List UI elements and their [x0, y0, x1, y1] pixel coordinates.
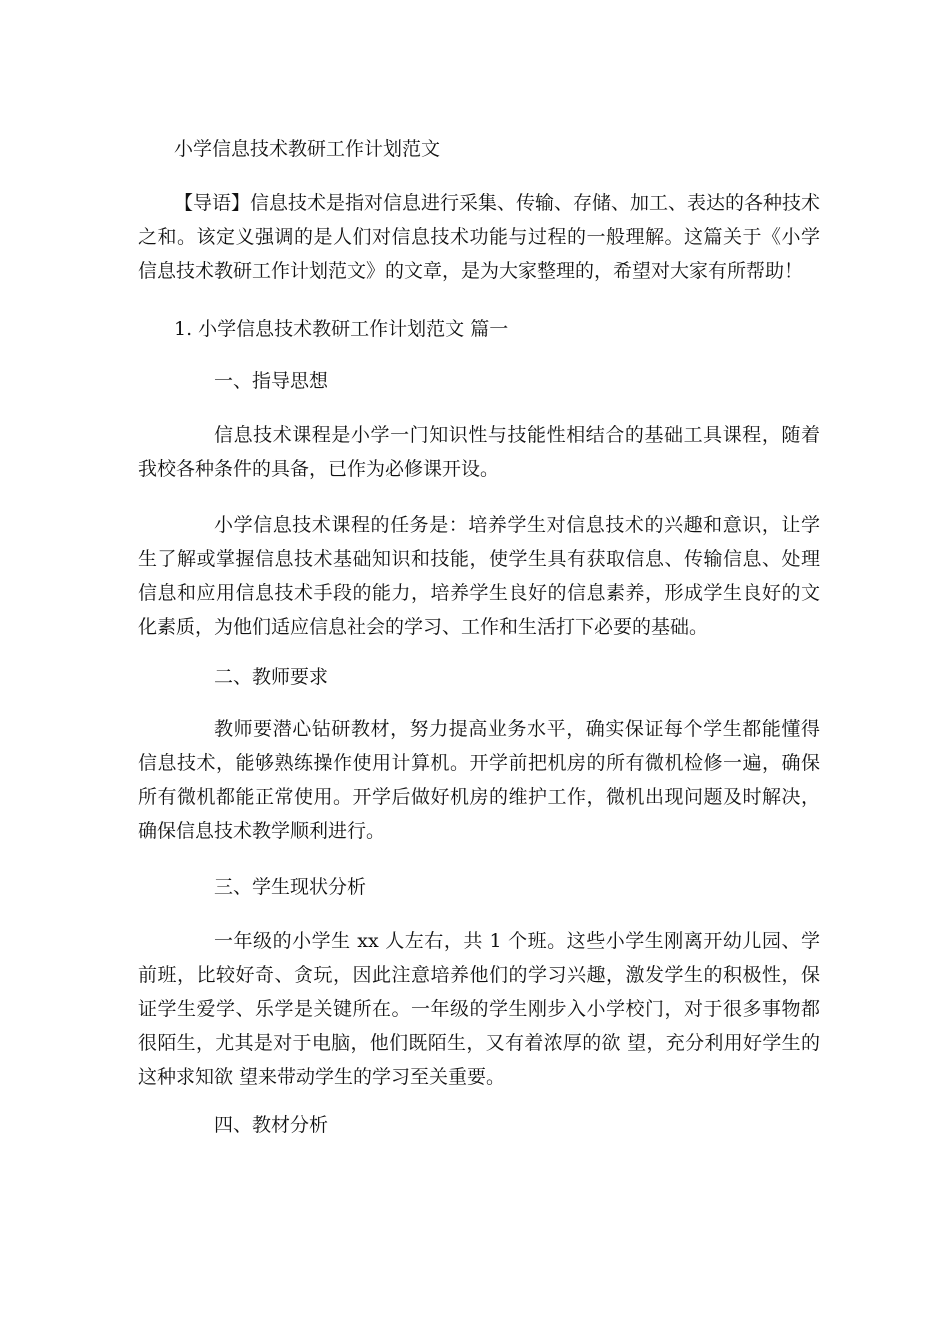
heading-guiding-thought: 一、指导思想 [214, 370, 329, 392]
paragraph-course-task: 小学信息技术课程的任务是：培养学生对信息技术的兴趣和意识，让学生了解或掌握信息技术基础知识和技能，使学生具有获取信息、传输信息、处理信息和应用信息技术手段的能力，培养学生良好的信息素养，形成学生良好的文化素质，为他们适应信息社会的学习、工作和生活打下必要的基础。 [138, 514, 820, 638]
section-title: 1. 小学信息技术教研工作计划范文 篇一 [174, 318, 509, 340]
paragraph-course-intro: 信息技术课程是小学一门知识性与技能性相结合的基础工具课程，随着我校各种条件的具备，已作为必修课开设。 [138, 424, 820, 480]
paragraph-student-analysis: 一年级的小学生 xx 人左右，共 1 个班。这些小学生刚离开幼儿园、学前班，比较好奇、贪玩，因此注意培养他们的学习兴趣，激发学生的积极性，保证学生爱学、乐学是关键所在。一年级的学生刚步入小学校门，对于很多事物都很陌生，尤其是对于电脑，他们既陌生，又有着浓厚的欲 望，充分利用好学生的这种求知欲 望来带动学生的学习至关重要。 [138, 930, 820, 1088]
heading-teacher-requirements: 二、教师要求 [214, 666, 329, 688]
paragraph-teacher-requirements: 教师要潜心钻研教材，努力提高业务水平，确实保证每个学生都能懂得信息技术，能够熟练操作使用计算机。开学前把机房的所有微机检修一遍，确保所有微机都能正常使用。开学后做好机房的维护工作，微机出现问题及时解决，确保信息技术教学顺利进行。 [138, 718, 820, 842]
document-title: 小学信息技术教研工作计划范文 [174, 138, 441, 160]
lead-paragraph: 【导语】信息技术是指对信息进行采集、传输、存储、加工、表达的各种技术之和。该定义强调的是人们对信息技术功能与过程的一般理解。这篇关于《小学信息技术教研工作计划范文》的文章，是为大家整理的，希望对大家有所帮助！ [138, 192, 821, 282]
heading-student-analysis: 三、学生现状分析 [214, 876, 367, 898]
heading-material-analysis: 四、教材分析 [214, 1114, 329, 1136]
